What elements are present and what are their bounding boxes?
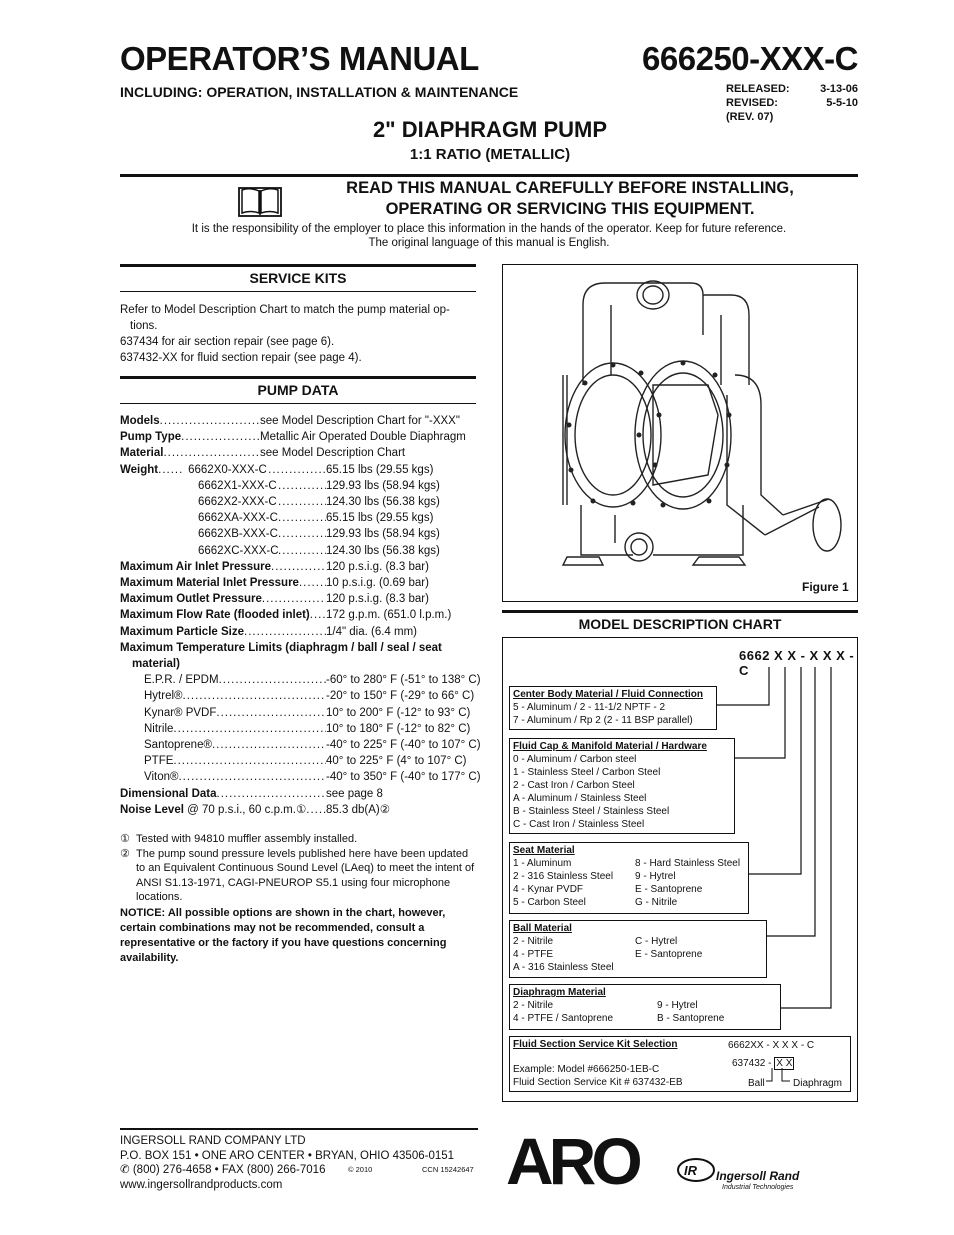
revision-number: (REV. 07) xyxy=(726,111,774,123)
revised-date: 5-5-10 xyxy=(826,97,858,109)
website-link[interactable]: www.ingersollrandproducts.com xyxy=(120,1178,283,1191)
center-body-box: Center Body Material / Fluid Connection 5 - Aluminum / 2 - 11-1/2 NPTF - 2 7 - Aluminum / Rp 2 (2 - 11 BSP parallel) xyxy=(509,686,717,730)
service-kits-heading: SERVICE KITS xyxy=(120,264,476,292)
temp-row: Hytrel® ..... -20° to 150° F (-29° to 66° C) xyxy=(120,688,480,704)
pump-data-list xyxy=(120,413,480,818)
pump-data-heading: PUMP DATA xyxy=(120,376,476,404)
kit-code: 637432 - X X xyxy=(732,1058,793,1069)
fluid-kit-box: Fluid Section Service Kit Selection 6662XX - X X X - C 637432 - X X Example: Model #666250-1EB-C Fluid Section Service Kit # 637432-EB Ball Diaphragm xyxy=(509,1036,851,1092)
service-kits-body: Refer to Model Description Chart to match the pump material op- tions. 637434 for air section repair (see page 6). 637432-XX for fluid section repair (see page 4). xyxy=(120,304,450,364)
model-code: 6662 X X - X X X - C xyxy=(739,648,855,678)
fluid-cap-box: Fluid Cap & Manifold Material / Hardware 0 - Aluminum / Carbon steel 1 - Stainless Steel / Carbon Steel 2 - Cast Iron / Carbon Steel A - Aluminum / Stainless Steel B - Stainless Steel / Stainless Steel C - Cast Iron / Stainless Steel xyxy=(509,738,735,834)
responsibility-notice: It is the responsibility of the employer to place this information in the hands of the operator. Keep for future reference. The original language of this manual is English. xyxy=(191,223,787,249)
spec-row: 6662XB-XXX-C ..... 129.93 lbs (58.94 kgs) xyxy=(120,526,480,542)
document-title: OPERATOR’S MANUAL xyxy=(120,40,479,77)
ball-material-box: Ball Material 2 - Nitrile C - Hytrel 4 - PTFE E - Santoprene A - 316 Stainless Steel xyxy=(509,920,767,978)
diaphragm-material-box: Diaphragm Material 2 - Nitrile 9 - Hytrel 4 - PTFE / Santoprene B - Santoprene xyxy=(509,984,781,1030)
ingersoll-rand-name: Ingersoll Rand xyxy=(716,1169,800,1183)
read-manual-warning: READ THIS MANUAL CAREFULLY BEFORE INSTALLING, OPERATING OR SERVICING THIS EQUIPMENT. xyxy=(346,179,794,218)
ingersoll-rand-tagline: Industrial Technologies xyxy=(722,1184,794,1191)
phone-icon: ✆ xyxy=(120,1164,133,1176)
released-label: RELEASED: xyxy=(726,83,790,95)
spec-row: Maximum Particle Size ..... 1/4" dia. (6.4 mm) xyxy=(120,624,480,640)
ccn-number: CCN 15242647 xyxy=(422,1165,474,1174)
revised-label: REVISED: xyxy=(726,97,778,109)
spec-row: 6662XC-XXX-C ..... 124.30 lbs (56.38 kgs) xyxy=(120,543,480,559)
spec-row: 6662XA-XXX-C ..... 65.15 lbs (29.55 kgs) xyxy=(120,510,480,526)
temp-row: PTFE ..... 40° to 225° F (4° to 107° C) xyxy=(120,753,480,769)
document-number: 666250-XXX-C xyxy=(642,40,858,77)
pump-illustration xyxy=(503,265,859,603)
temp-row: Viton® ..... -40° to 350° F (-40° to 177° C) xyxy=(120,769,480,785)
top-divider xyxy=(120,174,858,177)
spec-row: Pump Type ..... Metallic Air Operated Double Diaphragm xyxy=(120,429,480,445)
kit-pointer-lines xyxy=(764,1067,794,1085)
figure-frame xyxy=(502,264,858,602)
spec-row: Maximum Air Inlet Pressure ..... 120 p.s.i.g. (8.3 bar) xyxy=(120,559,480,575)
availability-notice: NOTICE: All possible options are shown in the chart, however, certain combinations may not be recommended, consult a representative or the factory if you have questions concerning availability. xyxy=(120,907,447,964)
footnotes: ① Tested with 94810 muffler assembly installed. ② The pump sound pressure levels published here have been updated to an Equivalent Continuous Sound Level (LAeq) to meet the intent of ANSI S1.13-1971, CAGI-PNEUROP S5.1 using four microphone locations. xyxy=(120,833,475,903)
svg-text:IR: IR xyxy=(684,1163,697,1178)
aro-logo: ARO xyxy=(506,1124,638,1198)
spec-row: Models ..... see Model Description Chart for "-XXX" xyxy=(120,413,480,429)
released-date: 3-13-06 xyxy=(820,83,858,95)
spec-row: Dimensional Data ..... see page 8 xyxy=(120,786,480,802)
temp-row: Nitrile ..... 10° to 180° F (-12° to 82° C) xyxy=(120,721,480,737)
spec-row: Noise Level @ 70 p.s.i., 60 c.p.m.① ..... 85.3 db(A)② xyxy=(120,802,480,818)
product-title: 2" DIAPHRAGM PUMP xyxy=(372,117,608,142)
spec-row: 6662X2-XXX-C ..... 124.30 lbs (56.38 kgs) xyxy=(120,494,480,510)
spec-row: 6662X1-XXX-C ..... 129.93 lbs (58.94 kgs) xyxy=(120,478,480,494)
model-description-chart xyxy=(502,638,858,1102)
temp-row: Santoprene® ..... -40° to 225° F (-40° to 107° C) xyxy=(120,737,480,753)
temp-row: E.P.R. / EPDM ..... -60° to 280° F (-51° to 138° C) xyxy=(120,672,480,688)
ingersoll-rand-logo-icon xyxy=(676,1157,716,1183)
model-description-heading: MODEL DESCRIPTION CHART xyxy=(502,610,858,638)
copyright: © 2010 xyxy=(348,1165,373,1174)
spec-row: Weight ...... 6662X0-XXX-C ..... 65.15 lbs (29.55 kgs) xyxy=(120,462,480,478)
spec-row: Material ..... see Model Description Chart xyxy=(120,445,480,461)
product-ratio: 1:1 RATIO (METALLIC) xyxy=(409,146,571,163)
temp-row: Kynar® PVDF ..... 10° to 200° F (-12° to 93° C) xyxy=(120,705,480,721)
spec-row: Maximum Material Inlet Pressure ..... 10 p.s.i.g. (0.69 bar) xyxy=(120,575,480,591)
figure-caption: Figure 1 xyxy=(802,580,849,594)
phone-line: ✆ (800) 276-4658 • FAX (800) 266-7016 xyxy=(120,1164,326,1176)
spec-row: Maximum Flow Rate (flooded inlet) ..... 172 g.p.m. (651.0 l.p.m.) xyxy=(120,607,480,623)
spec-row: Maximum Outlet Pressure ..... 120 p.s.i.g. (8.3 bar) xyxy=(120,591,480,607)
seat-material-box: Seat Material 1 - Aluminum 8 - Hard Stainless Steel 2 - 316 Stainless Steel 9 - Hytrel 4 - Kynar PVDF E - Santoprene 5 - Carbon Steel G - Nitrile xyxy=(509,842,749,914)
temp-limits-label: Maximum Temperature Limits (diaphragm / ball / seal / seat material) xyxy=(120,641,442,671)
open-book-icon xyxy=(238,186,282,218)
document-subtitle: INCLUDING: OPERATION, INSTALLATION & MAINTENANCE xyxy=(120,84,519,100)
company-info: INGERSOLL RAND COMPANY LTD P.O. BOX 151 • ONE ARO CENTER • BRYAN, OHIO 43506-0151 ✆ (800) 276-4658 • FAX (800) 266-7016 www.ingersollrandproducts.com xyxy=(120,1135,455,1191)
footer-divider xyxy=(120,1128,478,1130)
